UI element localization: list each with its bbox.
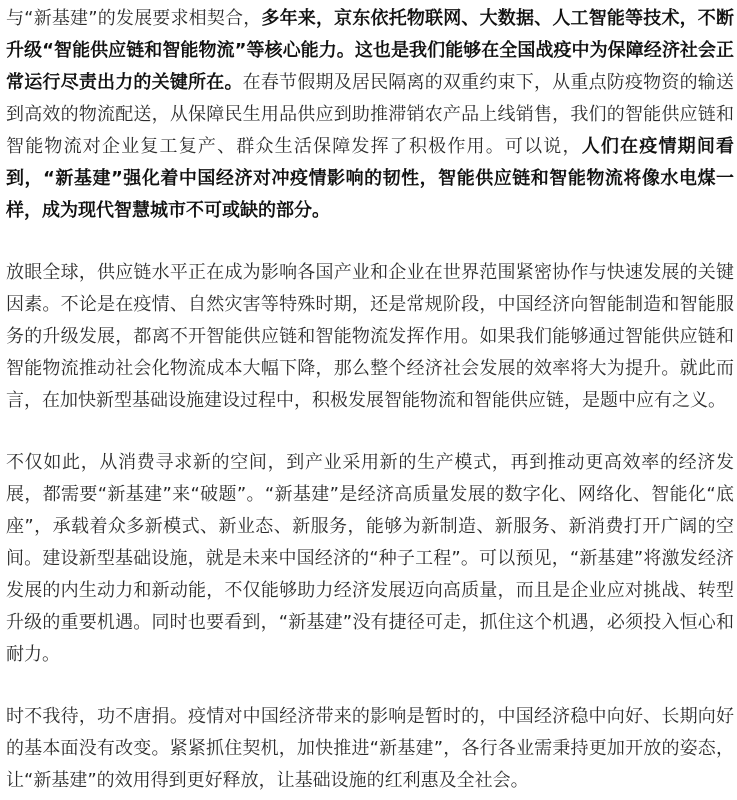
article-body (6, 3, 734, 797)
p1-run-1: 与“新基建”的发展要求相契合， (6, 8, 262, 29)
paragraph-1 (6, 3, 734, 227)
p1-bold-run-2: 多年来，京东依托物联网、大数据、人工智能等技术，不断升级“智能供应链和智能物流”等核心能力。这也是我们能够在全国战疫中为保障经济社会正常运行尽责出力的关键所在。 (6, 8, 734, 93)
paragraph-2: 放眼全球，供应链水平正在成为影响各国产业和企业在世界范围紧密协作与快速发展的关键因素。不论是在疫情、自然灾害等特殊时期，还是常规阶段，中国经济向智能制造和智能服务的升级发展，都离不开智能供应链和智能物流发挥作用。如果我们能够通过智能供应链和智能物流推动社会化物流成本大幅下降，那么整个经济社会发展的效率将大为提升。就此而言，在加快新型基础设施建设过程中，积极发展智能物流和智能供应链，是题中应有之义。 (6, 262, 734, 411)
p1-bold-run-4: 人们在疫情期间看到，“新基建”强化着中国经济对冲疫情影响的韧性，智能供应链和智能物流将像水电煤一样，成为现代智慧城市不可或缺的部分。 (6, 136, 735, 221)
paragraph-3: 不仅如此，从消费寻求新的空间，到产业采用新的生产模式，再到推动更高效率的经济发展，都需要“新基建”来“破题”。“新基建”是经济高质量发展的数字化、网络化、智能化“底座”，承载着众多新模式、新业态、新服务，能够为新制造、新服务、新消费打开广阔的空间。建设新型基础设施，就是未来中国经济的“种子工程”。可以预见，“新基建”将激发经济发展的内生动力和新动能，不仅能够助力经济发展迈向高质量，而且是企业应对挑战、转型升级的重要机遇。同时也要看到，“新基建”没有捷径可走，抓住这个机遇，必须投入恒心和耐力。 (6, 452, 734, 665)
p1-run-3: 在春节假期及居民隔离的双重约束下，从重点防疫物资的输送到高效的物流配送，从保障民生用品供应到助推滞销农产品上线销售，我们的智能供应链和智能物流对企业复工复产、群众生活保障发挥了积极作用。可以说， (6, 72, 735, 157)
paragraph-4: 时不我待，功不唐捐。疫情对中国经济带来的影响是暂时的，中国经济稳中向好、长期向好的基本面没有改变。紧紧抓住契机，加快推进“新基建”，各行各业需秉持更加开放的姿态，让“新基建”的效用得到更好释放，让基础设施的红利惠及全社会。 (6, 706, 734, 791)
